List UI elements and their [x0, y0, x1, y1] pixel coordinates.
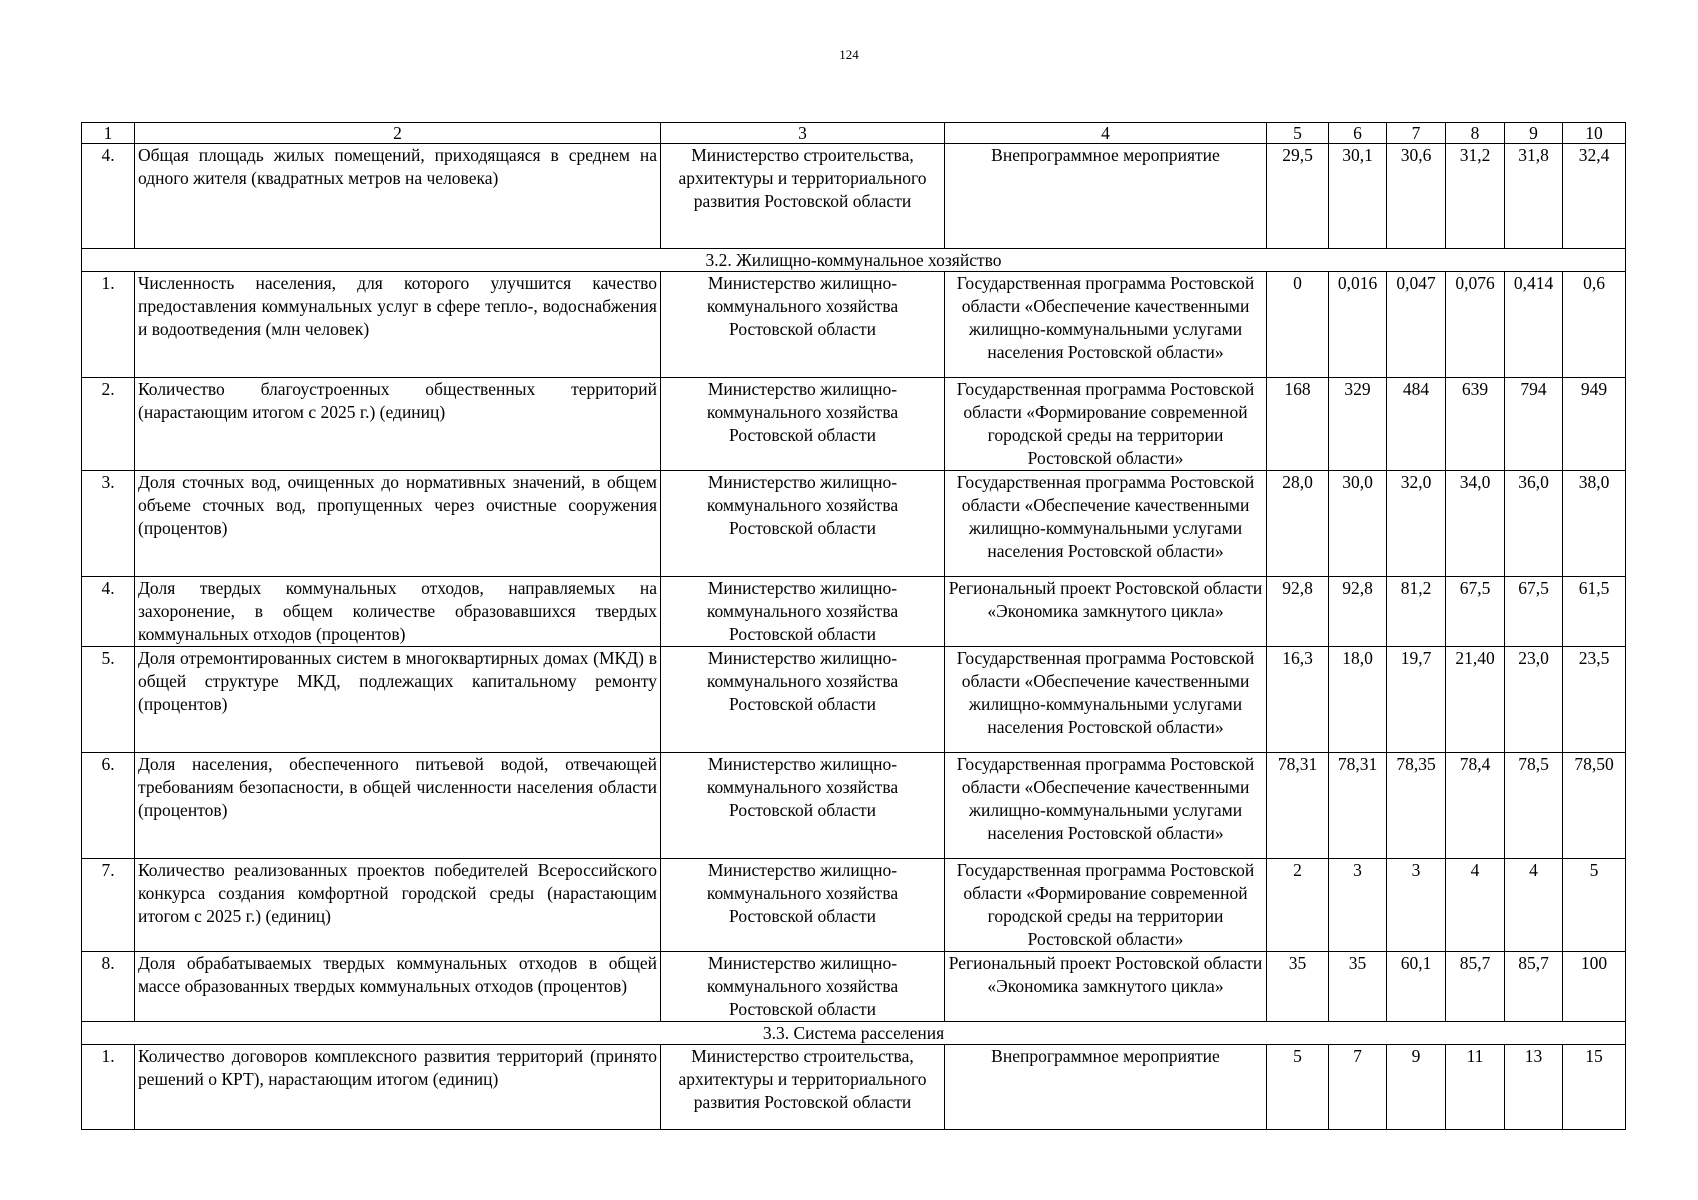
row-number: 8.: [82, 952, 135, 1022]
program-name: Внепрограммное мероприятие: [945, 1045, 1267, 1130]
page-number: 124: [839, 47, 859, 62]
value-cell: 4: [1505, 859, 1563, 952]
row-number: 4.: [82, 577, 135, 647]
value-cell: 67,5: [1505, 577, 1563, 647]
value-cell: 100: [1563, 952, 1626, 1022]
value-cell: 23,5: [1563, 647, 1626, 753]
table-row: [82, 647, 1626, 753]
table-row: [82, 753, 1626, 859]
value-cell: 78,4: [1446, 753, 1505, 859]
value-cell: 21,40: [1446, 647, 1505, 753]
value-cell: 78,50: [1563, 753, 1626, 859]
header-cell: 7: [1387, 123, 1446, 144]
indicator-name: Доля населения, обеспеченного питьевой водой, отвечающей требованиям безопасности, в общей численности населения области (процентов): [135, 753, 661, 859]
value-cell: 38,0: [1563, 471, 1626, 577]
value-cell: 92,8: [1267, 577, 1329, 647]
value-cell: 11: [1446, 1045, 1505, 1130]
value-cell: 81,2: [1387, 577, 1446, 647]
indicator-name: Численность населения, для которого улучшится качество предоставления коммунальных услуг в сфере тепло-, водоснабжения и водоотведения (млн человек): [135, 272, 661, 378]
responsible-body: Министерство жилищно-коммунального хозяйства Ростовской области: [661, 577, 945, 647]
value-cell: 32,4: [1563, 144, 1626, 249]
value-cell: 35: [1267, 952, 1329, 1022]
value-cell: 61,5: [1563, 577, 1626, 647]
header-cell: 1: [82, 123, 135, 144]
value-cell: 0,047: [1387, 272, 1446, 378]
value-cell: 34,0: [1446, 471, 1505, 577]
indicator-name: Общая площадь жилых помещений, приходящаяся в среднем на одного жителя (квадратных метров на человека): [135, 144, 661, 249]
value-cell: 5: [1563, 859, 1626, 952]
value-cell: 78,31: [1267, 753, 1329, 859]
responsible-body: Министерство жилищно-коммунального хозяйства Ростовской области: [661, 378, 945, 471]
indicator-name: Доля обрабатываемых твердых коммунальных отходов в общей массе образованных твердых коммунальных отходов (процентов): [135, 952, 661, 1022]
indicator-name: Количество договоров комплексного развития территорий (принято решений о КРТ), нарастающим итогом (единиц): [135, 1045, 661, 1130]
value-cell: 60,1: [1387, 952, 1446, 1022]
section-title: 3.2. Жилищно-коммунальное хозяйство: [82, 249, 1626, 272]
value-cell: 639: [1446, 378, 1505, 471]
section-title: 3.3. Система расселения: [82, 1022, 1626, 1045]
value-cell: 13: [1505, 1045, 1563, 1130]
value-cell: 19,7: [1387, 647, 1446, 753]
row-number: 1.: [82, 1045, 135, 1130]
header-row: [82, 123, 1626, 144]
section-row: [82, 1022, 1626, 1045]
header-cell: 6: [1329, 123, 1387, 144]
header-cell: 5: [1267, 123, 1329, 144]
responsible-body: Министерство строительства, архитектуры и территориального развития Ростовской области: [661, 144, 945, 249]
value-cell: 36,0: [1505, 471, 1563, 577]
row-number: 1.: [82, 272, 135, 378]
value-cell: 0,414: [1505, 272, 1563, 378]
section-row: [82, 249, 1626, 272]
indicator-name: Доля отремонтированных систем в многоквартирных домах (МКД) в общей структуре МКД, подлежащих капитальному ремонту (процентов): [135, 647, 661, 753]
value-cell: 30,1: [1329, 144, 1387, 249]
table-row: [82, 952, 1626, 1022]
value-cell: 30,6: [1387, 144, 1446, 249]
program-name: Государственная программа Ростовской области «Формирование современной городской среды на территории Ростовской области»: [945, 378, 1267, 471]
value-cell: 85,7: [1505, 952, 1563, 1022]
header-cell: 10: [1563, 123, 1626, 144]
responsible-body: Министерство жилищно-коммунального хозяйства Ростовской области: [661, 753, 945, 859]
program-name: Государственная программа Ростовской области «Обеспечение качественными жилищно-коммунальными услугами населения Ростовской области»: [945, 647, 1267, 753]
value-cell: 794: [1505, 378, 1563, 471]
value-cell: 18,0: [1329, 647, 1387, 753]
header-cell: 2: [135, 123, 661, 144]
table-row: [82, 577, 1626, 647]
value-cell: 30,0: [1329, 471, 1387, 577]
value-cell: 15: [1563, 1045, 1626, 1130]
value-cell: 23,0: [1505, 647, 1563, 753]
program-name: Государственная программа Ростовской области «Обеспечение качественными жилищно-коммунальными услугами населения Ростовской области»: [945, 471, 1267, 577]
value-cell: 3: [1387, 859, 1446, 952]
program-name: Государственная программа Ростовской области «Формирование современной городской среды на территории Ростовской области»: [945, 859, 1267, 952]
row-number: 2.: [82, 378, 135, 471]
responsible-body: Министерство жилищно-коммунального хозяйства Ростовской области: [661, 272, 945, 378]
header-cell: 3: [661, 123, 945, 144]
table-body: [82, 123, 1626, 1130]
value-cell: 5: [1267, 1045, 1329, 1130]
value-cell: 29,5: [1267, 144, 1329, 249]
indicator-name: Количество реализованных проектов победителей Всероссийского конкурса создания комфортной городской среды (нарастающим итогом с 2025 г.) (единиц): [135, 859, 661, 952]
value-cell: 85,7: [1446, 952, 1505, 1022]
responsible-body: Министерство жилищно-коммунального хозяйства Ростовской области: [661, 952, 945, 1022]
value-cell: 329: [1329, 378, 1387, 471]
value-cell: 31,8: [1505, 144, 1563, 249]
table-row: [82, 272, 1626, 378]
value-cell: 4: [1446, 859, 1505, 952]
responsible-body: Министерство жилищно-коммунального хозяйства Ростовской области: [661, 859, 945, 952]
indicator-name: Количество благоустроенных общественных территорий (нарастающим итогом с 2025 г.) (единиц): [135, 378, 661, 471]
indicator-name: Доля сточных вод, очищенных до нормативных значений, в общем объеме сточных вод, пропущенных через очистные сооружения (процентов): [135, 471, 661, 577]
table-row: [82, 859, 1626, 952]
table-row: [82, 1045, 1626, 1130]
indicator-name: Доля твердых коммунальных отходов, направляемых на захоронение, в общем количестве образовавшихся твердых коммунальных отходов (процентов): [135, 577, 661, 647]
value-cell: 16,3: [1267, 647, 1329, 753]
value-cell: 67,5: [1446, 577, 1505, 647]
value-cell: 28,0: [1267, 471, 1329, 577]
table-row: [82, 378, 1626, 471]
value-cell: 78,5: [1505, 753, 1563, 859]
table-row: [82, 144, 1626, 249]
row-number: 4.: [82, 144, 135, 249]
indicators-table: [81, 122, 1626, 1130]
value-cell: 0,6: [1563, 272, 1626, 378]
value-cell: 31,2: [1446, 144, 1505, 249]
value-cell: 78,35: [1387, 753, 1446, 859]
header-cell: 9: [1505, 123, 1563, 144]
value-cell: 9: [1387, 1045, 1446, 1130]
program-name: Региональный проект Ростовской области «Экономика замкнутого цикла»: [945, 952, 1267, 1022]
value-cell: 0,016: [1329, 272, 1387, 378]
header-cell: 4: [945, 123, 1267, 144]
value-cell: 2: [1267, 859, 1329, 952]
program-name: Внепрограммное мероприятие: [945, 144, 1267, 249]
value-cell: 92,8: [1329, 577, 1387, 647]
value-cell: 35: [1329, 952, 1387, 1022]
row-number: 5.: [82, 647, 135, 753]
value-cell: 32,0: [1387, 471, 1446, 577]
value-cell: 484: [1387, 378, 1446, 471]
header-cell: 8: [1446, 123, 1505, 144]
value-cell: 168: [1267, 378, 1329, 471]
responsible-body: Министерство жилищно-коммунального хозяйства Ростовской области: [661, 647, 945, 753]
value-cell: 7: [1329, 1045, 1387, 1130]
row-number: 6.: [82, 753, 135, 859]
responsible-body: Министерство жилищно-коммунального хозяйства Ростовской области: [661, 471, 945, 577]
value-cell: 78,31: [1329, 753, 1387, 859]
value-cell: 3: [1329, 859, 1387, 952]
value-cell: 0,076: [1446, 272, 1505, 378]
program-name: Государственная программа Ростовской области «Обеспечение качественными жилищно-коммунальными услугами населения Ростовской области»: [945, 753, 1267, 859]
value-cell: 949: [1563, 378, 1626, 471]
program-name: Государственная программа Ростовской области «Обеспечение качественными жилищно-коммунальными услугами населения Ростовской области»: [945, 272, 1267, 378]
value-cell: 0: [1267, 272, 1329, 378]
table-row: [82, 471, 1626, 577]
program-name: Региональный проект Ростовской области «Экономика замкнутого цикла»: [945, 577, 1267, 647]
row-number: 7.: [82, 859, 135, 952]
row-number: 3.: [82, 471, 135, 577]
responsible-body: Министерство строительства, архитектуры и территориального развития Ростовской области: [661, 1045, 945, 1130]
